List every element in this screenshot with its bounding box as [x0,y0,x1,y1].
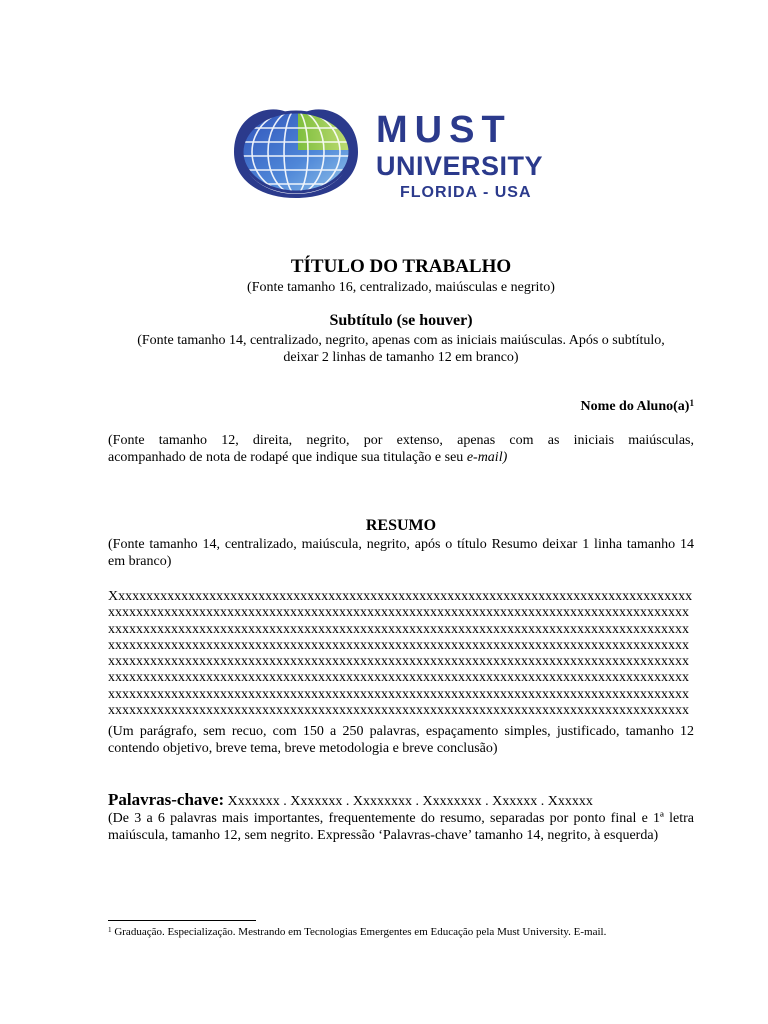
keywords-label: Palavras-chave [108,790,219,809]
author-note-line1: (Fonte tamanho 12, direita, negrito, por extenso, apenas com as iniciais maiúsculas, [108,433,694,448]
resumo-body-note: (Um parágrafo, sem recuo, com 150 a 250 palavras, espaçamento simples, justificado, tamanho 12 contendo objetivo, breve tema, breve metodologia e breve conclusão) [108,724,694,756]
resumo-heading: RESUMO [365,517,437,534]
logo-location-text: FLORIDA - USA [400,184,532,201]
keywords-colon: : [218,790,225,809]
author-note-email: e-mail) [466,450,508,465]
footnote [108,925,668,940]
logo-must-text: MUST [376,109,512,151]
author-name-line [108,398,694,415]
globe-logo-icon [228,102,376,202]
document-subtitle: Subtítulo (se houver) [329,312,473,329]
footnote-mark: 1 [108,925,112,934]
logo-university-text: UNIVERSITY [376,151,544,181]
keywords-line [108,790,694,812]
author-footnote-mark: 1 [689,397,694,408]
footnote-divider [108,920,256,921]
author-note-line2 [108,449,694,466]
author-name: Nome do Aluno(a) [580,399,690,414]
must-university-logo [228,102,576,202]
resumo-body: Xxxxxxxxxxxxxxxxxxxxxxxxxxxxxxxxxxxxxxxxxxxxxxxxxxxxxxxxxxxxxxxxxxxxxxxxxxxxxxxxxxxxxxxxxxxxxxxxxxxxxxxxxxxxxxxxxxxxxxxxxxxxxxxxxxxxxxxxxxxxxxxxxxxxxxxxxxxxxxxxxxxxxxxxxxxxxxxxxxxxxxxxxxxxxxxxxxxxxxxxxxxxxxxxxxxxxxxxxxxxxxxxxxxxxxxxxxxxxxxxxxxxxxxxxxxxxxxxxxxxxxxxxxxxxxxxxxxxxxxxxxxxxxxxxxxxxxxxxxxxxxxxxxxxxxxxxxxxxxxxxxxxxxxxxxxxxxxxxxxxxxxxxxxxxxxxxxxxxxxxxxxxxxxxxxxxxxxxxxxxxxxxxxxxxxxxxxxxxxxxxxxxxxxxxxxxxxxxxxxxxxxxxxxxxxxxxxxxxxxxxxxxxxxxxxxxxxxxxxxxxxxxxxxxxxxxxxxxxxxxxxxxxxxxxxxxxxxxxxxxxxxxxxxxxxxxxxxxxxxxxxxxxxxxxxxxxxxxxxxxxxxxxxxxxxxxxxxxxxxxxxxxxxxxxxxxxxxxxxxxxxxxxxxxxxxxxxxxxxxxxxxxxxxxxxxxxxxxxxxxxxxxxxxxxxxxxxxxxxxxxxxxxxxxxxxxxxxxxxxxxxxx [108,589,693,719]
keywords-note: (De 3 a 6 palavras mais importantes, frequentemente do resumo, separadas por ponto final e 1ª letra maiúscula, tamanho 12, sem negrito. Expressão ‘Palavras-chave’ tamanho 14, negrito, à esquerda) [108,811,694,843]
resumo-note: (Fonte tamanho 14, centralizado, maiúscula, negrito, após o título Resumo deixar 1 linha tamanho 14 em branco) [108,537,694,569]
subtitle-note-line1: (Fonte tamanho 14, centralizado, negrito, apenas com as iniciais maiúsculas. Após o subtítulo, [137,333,665,348]
title-note: (Fonte tamanho 16, centralizado, maiúsculas e negrito) [247,280,555,295]
footnote-text: Graduação. Especialização. Mestrando em Tecnologias Emergentes em Educação pela Must University. E-mail. [111,926,607,938]
document-title: TÍTULO DO TRABALHO [290,256,512,277]
author-note-text: acompanhado de nota de rodapé que indique sua titulação e seu [108,450,464,465]
keywords-values: Xxxxxxx . Xxxxxxx . Xxxxxxxx . Xxxxxxxx . Xxxxxx . Xxxxxx [224,794,593,809]
subtitle-note-line2: deixar 2 linhas de tamanho 12 em branco) [283,350,519,365]
